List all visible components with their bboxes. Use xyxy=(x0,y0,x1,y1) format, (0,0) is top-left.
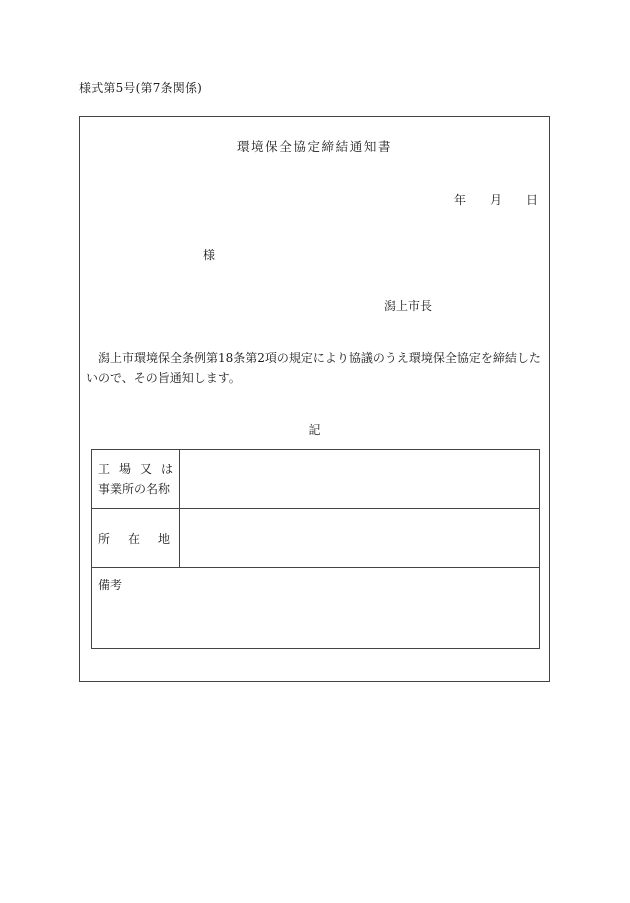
remarks-row xyxy=(92,568,540,649)
factory-row xyxy=(92,450,540,509)
form-number: 様式第5号(第7条関係) xyxy=(79,81,203,95)
notification-body: 潟上市環境保全条例第18条第2項の規定により協議のうえ環境保全協定を締結したいので、その旨通知します。 xyxy=(86,351,541,385)
remarks-field[interactable] xyxy=(92,568,540,649)
location-row xyxy=(92,509,540,568)
factory-name-field[interactable] xyxy=(180,450,540,509)
location-field[interactable] xyxy=(180,509,540,568)
ki-heading: 記 xyxy=(308,423,321,437)
factory-label-cell xyxy=(92,450,183,509)
factory-label-line1: 工場又は xyxy=(98,462,183,476)
date-day-label: 日 xyxy=(526,193,539,207)
location-label-cell xyxy=(92,509,189,568)
remarks-label: 備考 xyxy=(98,578,123,592)
detail-table xyxy=(91,449,540,649)
factory-label-line2: 事業所の名称 xyxy=(98,482,171,496)
document-title: 環境保全協定締結通知書 xyxy=(236,139,393,154)
document-frame xyxy=(79,116,550,682)
addressee-honorific: 様 xyxy=(203,248,216,262)
date-year-label: 年 xyxy=(454,193,467,207)
date-month-label: 月 xyxy=(490,193,503,207)
location-label: 所在地 xyxy=(98,531,189,546)
sender-mayor: 潟上市長 xyxy=(384,299,433,313)
